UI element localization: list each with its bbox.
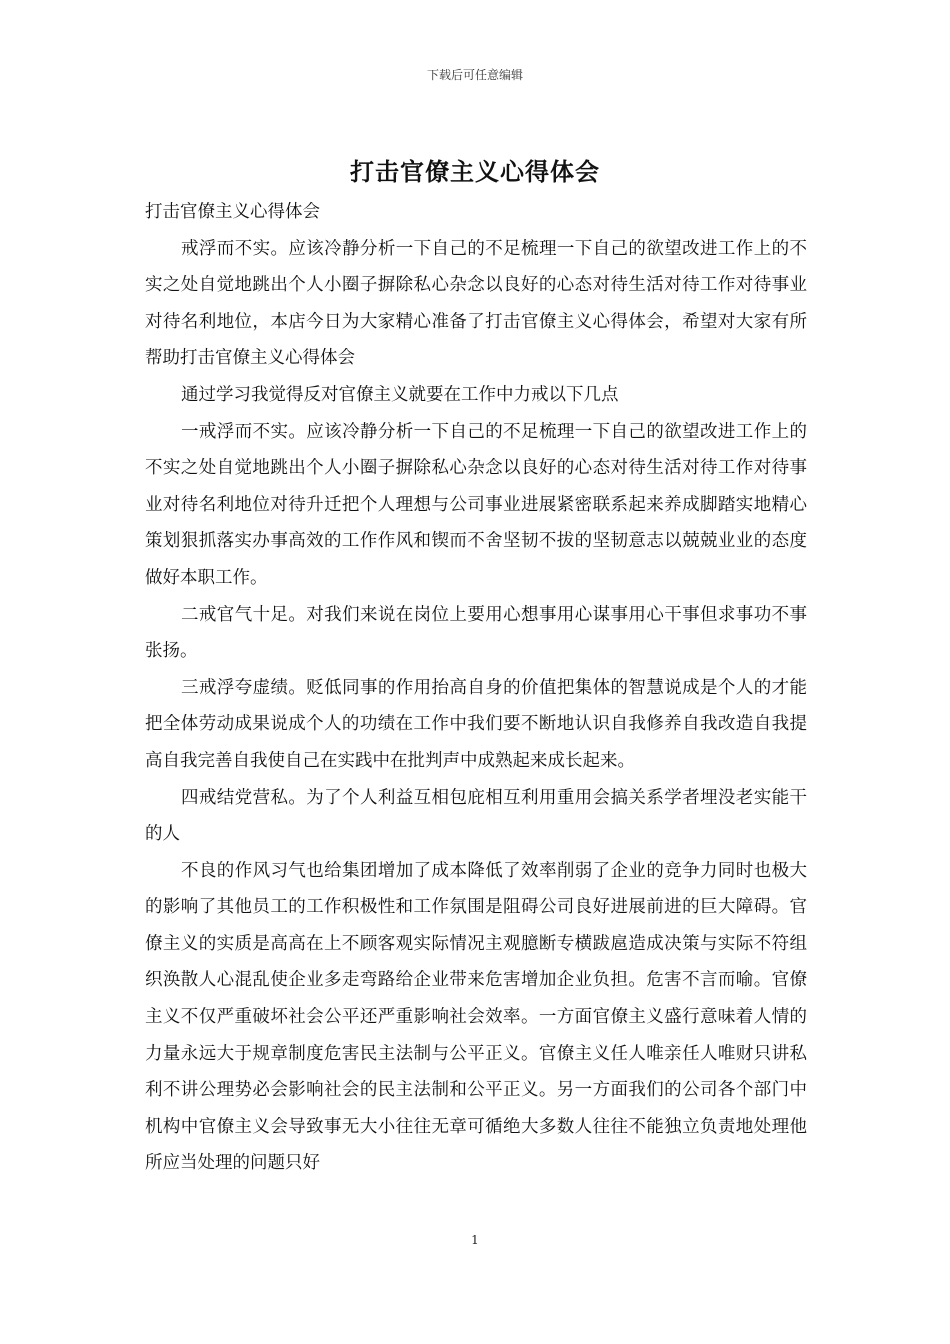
paragraph: 二戒官气十足。对我们来说在岗位上要用心想事用心谋事用心干事但求事功不事张扬。 xyxy=(145,604,807,662)
paragraph: 通过学习我觉得反对官僚主义就要在工作中力戒以下几点 xyxy=(181,384,619,405)
document-title: 打击官僚主义心得体会 xyxy=(350,157,600,186)
paragraph: 三戒浮夸虚绩。贬低同事的作用抬高自身的价值把集体的智慧说成是个人的才能把全体劳动成果说成个人的功绩在工作中我们要不断地认识自我修养自我改造自我提高自我完善自我使自己在实践中在批判声中成熟起来成长起来。 xyxy=(145,677,807,771)
page-number: 1 xyxy=(471,1233,479,1247)
paragraph-subtitle: 打击官僚主义心得体会 xyxy=(145,202,320,222)
paragraph: 四戒结党营私。为了个人利益互相包庇相互利用重用会搞关系学者埋没老实能干的人 xyxy=(145,787,807,845)
paragraph: 戒浮而不实。应该冷静分析一下自己的不足梳理一下自己的欲望改进工作上的不实之处自觉地跳出个人小圈子摒除私心杂念以良好的心态对待生活对待工作对待事业对待名利地位，本店今日为大家精心准备了打击官僚主义心得体会，希望对大家有所帮助打击官僚主义心得体会 xyxy=(145,238,807,369)
paragraph: 不良的作风习气也给集团增加了成本降低了效率削弱了企业的竞争力同时也极大的影响了其他员工的工作积极性和工作氛围是阻碍公司良好进展前进的巨大障碍。官僚主义的实质是高高在上不顾客观实际情况主观臆断专横跋扈造成决策与实际不符组织涣散人心混乱使企业多走弯路给企业带来危害增加企业负担。危害不言而喻。官僚主义不仅严重破坏社会公平还严重影响社会效率。一方面官僚主义盛行意味着人情的力量永远大于规章制度危害民主法制与公平正义。官僚主义任人唯亲任人唯财只讲私利不讲公理势必会影响社会的民主法制和公平正义。另一方面我们的公司各个部门中机构中官僚主义会导致事无大小往往无章可循绝大多数人往往不能独立负责地处理他所应当处理的问题只好 xyxy=(145,860,807,1174)
page-header: 下载后可任意编辑 xyxy=(426,68,523,82)
paragraph: 一戒浮而不实。应该冷静分析一下自己的不足梳理一下自己的欲望改进工作上的不实之处自觉地跳出个人小圈子摒除私心杂念以良好的心态对待生活对待工作对待事业对待名利地位对待升迁把个人理想与公司事业进展紧密联系起来养成脚踏实地精心策划狠抓落实办事高效的工作作风和锲而不舍坚韧不拔的坚韧意志以兢兢业业的态度做好本职工作。 xyxy=(145,421,807,588)
document-body xyxy=(145,194,807,1182)
